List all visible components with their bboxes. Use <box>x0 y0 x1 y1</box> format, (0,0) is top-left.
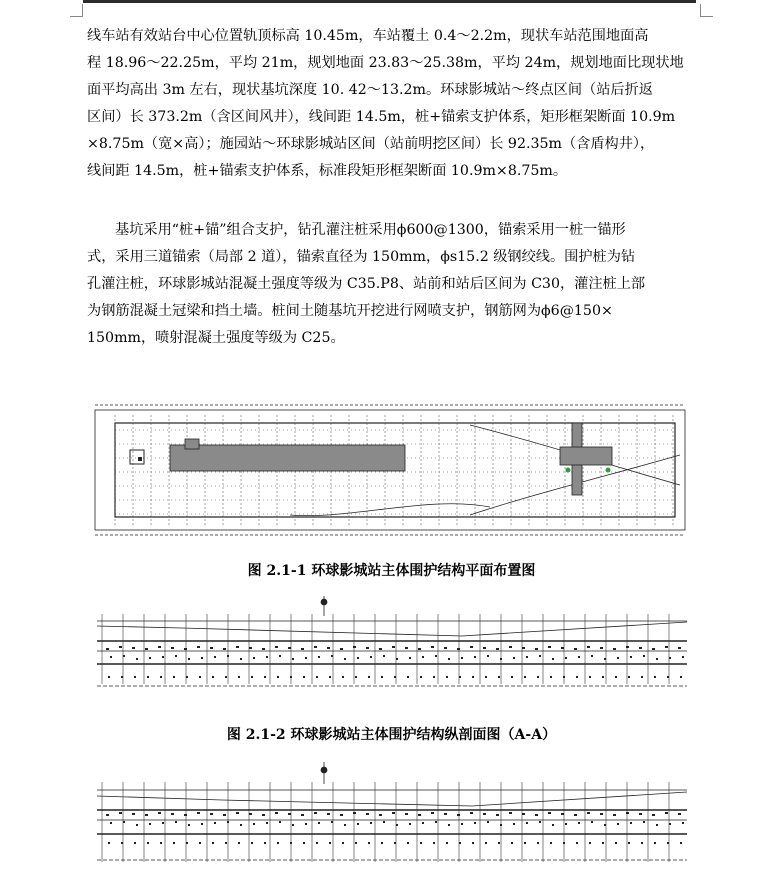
paragraph-line: 区间）长 373.2m（含区间风井），线间距 14.5m，桩+锚索支护体系，矩形框架断面 10.9m <box>87 109 676 126</box>
paragraph-line: 线车站有效站台中心位置轨顶标高 10.45m，车站覆土 0.4～2.2m，现状车站范围地面高 <box>87 28 649 44</box>
paragraph-line: 面平均高出 3m 左右，现状基坑深度 10. 42～13.2m。环球影城站～终点区间（站后折返 <box>87 82 653 99</box>
hatched-zone <box>170 445 405 471</box>
marker-point <box>566 468 571 473</box>
paragraph-line: 孔灌注桩，环球影城站混凝土强度等级为 C35.P8、站前和站后区间为 C30，灌注桩上部 <box>87 276 646 293</box>
marker-point <box>606 468 611 473</box>
figure-2-caption: 图 2.1-2 环球影城站主体围护结构纵剖面图（A-A） <box>226 727 557 743</box>
figure-1-caption: 图 2.1-1 环球影城站主体围护结构平面布置图 <box>247 563 536 579</box>
body-paragraph-2 <box>87 217 695 352</box>
margin-corner-mark-left <box>70 4 83 17</box>
paragraph-line: 基坑采用“桩+锚”组合支护，钻孔灌注桩采用ϕ600@1300，锚索采用一桩一锚形 <box>115 222 626 238</box>
plan-layout-drawing <box>90 395 690 555</box>
paragraph-line: 线间距 14.5m，桩+锚索支护体系，标准段矩形框架断面 10.9m×8.75m。 <box>87 163 568 180</box>
section-aa-drawing <box>92 596 692 700</box>
paragraph-line: ×8.75m（宽×高）；施园站～环球影城站区间（站前明挖区间）长 92.35m（含盾构井）， <box>87 136 655 153</box>
paragraph-line: 程 18.96～22.25m，平均 21m，规划地面 23.83～25.38m，平均 24m，规划地面比现状地 <box>87 55 684 72</box>
page-top-border <box>83 0 696 3</box>
section-drawing-partial <box>92 762 692 878</box>
paragraph-line: 式，采用三道锚索（局部 2 道），锚索直径为 150mm，ϕs15.2 级钢绞线。围护桩为钻 <box>87 249 636 266</box>
body-paragraph-1 <box>87 23 695 186</box>
paragraph-line: 为钢筋混凝土冠梁和挡土墙。桩间土随基坑开挖进行网喷支护，钢筋网为ϕ6@150× <box>87 303 613 320</box>
margin-corner-mark-right <box>700 4 713 17</box>
paragraph-line: 150mm，喷射混凝土强度等级为 C25。 <box>87 330 345 347</box>
